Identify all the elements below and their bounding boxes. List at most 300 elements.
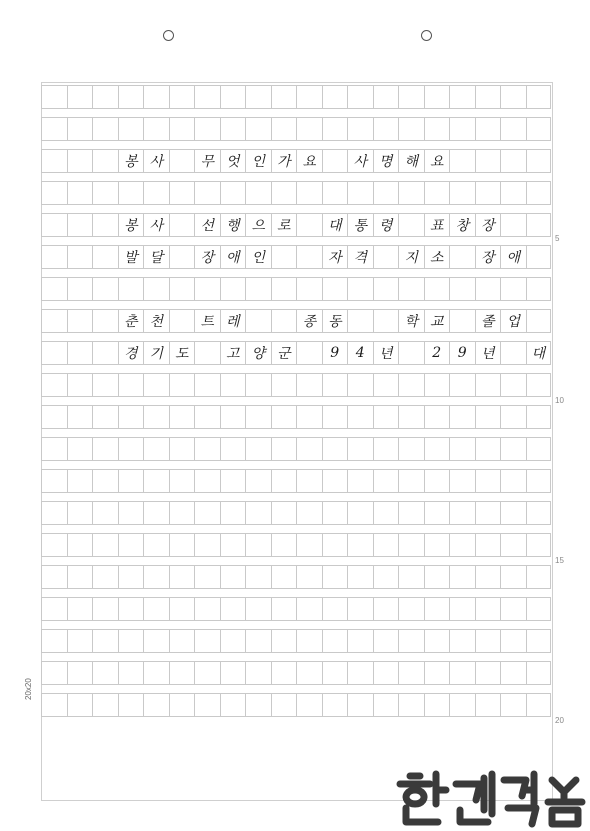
grid-cell [245,533,271,557]
grid-cell [118,629,144,653]
grid-cell [398,85,424,109]
grid-cell [67,405,93,429]
grid-cell: 트 [194,309,220,333]
grid-cell [169,501,195,525]
grid-cell [475,565,501,589]
grid-cell [245,85,271,109]
grid-cell [526,661,552,685]
grid-cell [373,373,399,397]
grid-cell [424,277,450,301]
grid-cell [67,85,93,109]
grid-cell [526,213,552,237]
grid-cell [67,341,93,365]
grid-cell [92,341,118,365]
grid-cell [475,501,501,525]
grid-cell [143,501,169,525]
grid-cell [194,181,220,205]
grid-cell [118,533,144,557]
grid-cell [526,245,552,269]
grid-cell [169,117,195,141]
grid-cell [169,181,195,205]
grid-cell [169,629,195,653]
grid-cell [271,373,297,397]
grid-cell [118,405,144,429]
grid-cell [322,277,348,301]
grid-cell [296,437,322,461]
grid-cell: 도 [169,341,195,365]
grid-cell [373,181,399,205]
grid-cell [169,565,195,589]
grid-cell [92,245,118,269]
grid-row [41,661,551,685]
grid-cell: 레 [220,309,246,333]
grid-cell [92,277,118,301]
grid-cell [475,373,501,397]
grid-cell [526,373,552,397]
grid-cell [41,469,67,493]
grid-cell [296,661,322,685]
grid-cell [449,85,475,109]
grid-cell [322,629,348,653]
grid-cell: 로 [271,213,297,237]
grid-cell [220,661,246,685]
grid-cell [118,693,144,717]
grid-cell: 장 [475,213,501,237]
grid-cell [449,117,475,141]
grid-cell [526,437,552,461]
grid-cell: 천 [143,309,169,333]
grid-row [41,309,551,333]
grid-cell [398,533,424,557]
grid-cell [271,629,297,653]
grid-cell [526,117,552,141]
grid-cell [41,181,67,205]
grid-cell [424,533,450,557]
grid-cell [92,469,118,493]
grid-cell [194,373,220,397]
grid-cell [67,181,93,205]
grid-cell [92,373,118,397]
grid-cell [41,565,67,589]
grid-cell [296,213,322,237]
grid-cell: 졸 [475,309,501,333]
grid-cell [143,437,169,461]
grid-cell [271,693,297,717]
grid-cell: 대 [322,213,348,237]
grid-cell [500,277,526,301]
grid-cell [92,405,118,429]
grid-cell [449,149,475,173]
grid-row [41,437,551,461]
grid-cell [424,373,450,397]
grid-row [41,693,551,717]
grid-cell [398,437,424,461]
grid-cell [475,405,501,429]
grid-cell [220,629,246,653]
grid-cell [169,469,195,493]
grid-cell [296,693,322,717]
grid-cell [169,213,195,237]
grid-cell [41,629,67,653]
grid-cell [347,437,373,461]
grid-cell [347,629,373,653]
grid-cell: 학 [398,309,424,333]
grid-cell [67,469,93,493]
grid-cell [347,277,373,301]
grid-cell [322,661,348,685]
grid-cell [296,277,322,301]
margin-number: 10 [555,396,564,405]
grid-cell [322,597,348,621]
binder-hole-left [163,30,174,41]
grid-cell [347,693,373,717]
grid-cell [475,277,501,301]
grid-cell [449,533,475,557]
grid-cell [67,597,93,621]
grid-cell [322,469,348,493]
grid-cell [347,501,373,525]
grid-cell: 해 [398,149,424,173]
grid-cell [322,501,348,525]
grid-cell [169,245,195,269]
grid-cell [220,501,246,525]
grid-cell [475,117,501,141]
grid-cell [296,341,322,365]
grid-cell [296,565,322,589]
grid-cell [194,117,220,141]
grid-cell: 종 [296,309,322,333]
grid-cell [373,661,399,685]
grid-cell: 애 [500,245,526,269]
grid-cell: 무 [194,149,220,173]
grid-cell [92,85,118,109]
grid-cell: 표 [424,213,450,237]
grid-cell [92,309,118,333]
grid-cell [449,597,475,621]
grid-row [41,117,551,141]
grid-cell [526,501,552,525]
grid-cell [526,181,552,205]
grid-cell [220,85,246,109]
grid-cell [194,405,220,429]
grid-cell [143,661,169,685]
margin-number: 20 [555,716,564,725]
grid-cell [67,373,93,397]
grid-cell [220,373,246,397]
grid-cell [296,181,322,205]
grid-cell [424,405,450,429]
grid-cell [245,501,271,525]
grid-cell [347,597,373,621]
grid-cell [373,277,399,301]
grid-cell [194,661,220,685]
grid-cell [449,181,475,205]
grid-cell [169,437,195,461]
grid-cell: 봉 [118,213,144,237]
grid-cell: 으 [245,213,271,237]
grid-cell [169,309,195,333]
grid-cell [500,213,526,237]
grid-cell [373,693,399,717]
grid-cell [500,437,526,461]
grid-cell [169,693,195,717]
grid-cell [500,405,526,429]
grid-cell [169,405,195,429]
grid-cell [245,117,271,141]
grid-cell [424,661,450,685]
grid-row [41,373,551,397]
grid-cell [296,597,322,621]
grid-cell [143,405,169,429]
grid-cell [41,117,67,141]
grid-cell [67,533,93,557]
grid-cell [41,149,67,173]
grid-cell [194,437,220,461]
grid-cell: 9 [449,341,475,365]
grid-cell [169,85,195,109]
grid-cell [526,309,552,333]
grid-cell [449,309,475,333]
grid-cell [424,117,450,141]
grid-cell [347,533,373,557]
grid-cell [245,277,271,301]
grid-cell [526,597,552,621]
grid-cell [373,469,399,493]
grid-cell [398,373,424,397]
grid-cell [322,181,348,205]
grid-cell: 요 [424,149,450,173]
grid-cell [41,341,67,365]
grid-cell [220,277,246,301]
grid-cell [475,469,501,493]
grid-cell [271,245,297,269]
grid-cell [271,277,297,301]
grid-cell [92,565,118,589]
grid-cell [41,437,67,461]
grid-cell [296,373,322,397]
grid-cell [373,405,399,429]
grid-cell [220,181,246,205]
grid-cell [143,373,169,397]
grid-cell [398,213,424,237]
grid-cell [41,277,67,301]
grid-cell [475,661,501,685]
grid-cell [449,693,475,717]
grid-cell [373,629,399,653]
grid-cell: 소 [424,245,450,269]
grid-cell [500,693,526,717]
grid-cell [424,437,450,461]
grid-cell [67,117,93,141]
grid-cell: 지 [398,245,424,269]
grid-cell [220,117,246,141]
grid-cell [475,181,501,205]
grid-cell [526,533,552,557]
grid-cell: 고 [220,341,246,365]
grid-cell [245,309,271,333]
grid-cell [41,309,67,333]
grid-cell [220,405,246,429]
grid-cell [92,661,118,685]
grid-row [41,629,551,653]
grid-cell: 선 [194,213,220,237]
grid-cell [92,533,118,557]
grid-cell [347,405,373,429]
grid-cell: 년 [373,341,399,365]
grid-row [41,341,551,365]
grid-cell [373,501,399,525]
grid-cell [271,405,297,429]
grid-cell [296,533,322,557]
grid-cell [67,565,93,589]
grid-cell [398,117,424,141]
grid-cell [500,373,526,397]
grid-cell [398,565,424,589]
grid-row [41,181,551,205]
grid-cell [41,533,67,557]
grid-cell: 요 [296,149,322,173]
grid-cell: 9 [322,341,348,365]
grid-cell [169,661,195,685]
grid-cell [220,693,246,717]
grid-cell [322,693,348,717]
grid-cell [500,565,526,589]
grid-cell [67,277,93,301]
grid-cell: 장 [194,245,220,269]
grid-cell [526,565,552,589]
grid-cell [449,277,475,301]
grid-cell [296,85,322,109]
grid-cell [67,309,93,333]
sheet-size-label: 20x20 [24,678,33,700]
grid-cell [373,309,399,333]
grid-cell [398,341,424,365]
grid-cell: 춘 [118,309,144,333]
grid-cell [118,469,144,493]
grid-cell [424,693,450,717]
grid-cell [500,597,526,621]
grid-cell [92,501,118,525]
grid-cell [500,469,526,493]
grid-cell [67,693,93,717]
binder-hole-right [421,30,432,41]
grid-cell [500,533,526,557]
grid-cell [449,565,475,589]
grid-row [41,277,551,301]
grid-cell [449,469,475,493]
grid-cell: 엇 [220,149,246,173]
grid-cell [194,533,220,557]
grid-cell [118,277,144,301]
grid-cell [398,661,424,685]
grid-cell [118,85,144,109]
grid-cell: 애 [220,245,246,269]
grid-cell [526,85,552,109]
grid-cell: 인 [245,149,271,173]
grid-cell [475,693,501,717]
grid-cell [245,405,271,429]
grid-cell [449,629,475,653]
grid-cell [373,597,399,621]
grid-cell [67,245,93,269]
grid-cell [245,597,271,621]
grid-cell [526,693,552,717]
grid-cell [398,693,424,717]
grid-cell [373,245,399,269]
grid-cell [194,597,220,621]
grid-cell: 명 [373,149,399,173]
grid-cell [194,277,220,301]
grid-row [41,213,551,237]
grid-cell [41,597,67,621]
grid-cell [169,533,195,557]
grid-cell [347,661,373,685]
grid-cell [347,565,373,589]
grid-cell [271,501,297,525]
grid-cell [271,565,297,589]
grid-cell [169,149,195,173]
grid-cell [271,181,297,205]
grid-cell: 기 [143,341,169,365]
grid-cell: 발 [118,245,144,269]
grid-cell: 2 [424,341,450,365]
grid-cell [373,85,399,109]
grid-cell [271,309,297,333]
grid-row [41,597,551,621]
grid-cell [526,149,552,173]
grid-cell: 창 [449,213,475,237]
grid-cell [67,437,93,461]
grid-cell [194,85,220,109]
grid-cell [194,341,220,365]
grid-cell: 달 [143,245,169,269]
grid-cell [220,597,246,621]
grid-cell [118,117,144,141]
grid-cell [424,85,450,109]
grid-cell [526,277,552,301]
grid-cell [118,661,144,685]
grid-cell: 령 [373,213,399,237]
grid-cell: 경 [118,341,144,365]
grid-cell [424,181,450,205]
grid-cell [347,117,373,141]
grid-cell [322,437,348,461]
grid-cell [245,661,271,685]
grid-cell [373,437,399,461]
grid-cell [194,693,220,717]
grid-cell [271,597,297,621]
grid-cell [220,437,246,461]
grid-cell: 장 [475,245,501,269]
grid-row [41,501,551,525]
grid-cell [118,565,144,589]
grid-cell [92,149,118,173]
grid-cell [424,629,450,653]
grid-cell [245,469,271,493]
grid-row [41,565,551,589]
grid-cell [118,437,144,461]
grid-cell: 통 [347,213,373,237]
grid-cell [296,405,322,429]
grid-cell [220,565,246,589]
grid-cell [296,501,322,525]
grid-cell [347,469,373,493]
grid-cell [373,533,399,557]
grid-cell [296,469,322,493]
grid-cell: 군 [271,341,297,365]
grid-cell [347,181,373,205]
grid-cell: 사 [143,213,169,237]
